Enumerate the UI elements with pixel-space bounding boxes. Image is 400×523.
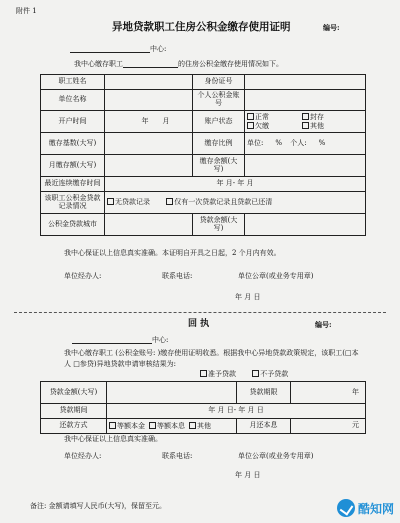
appendix-label: 附件 1 (16, 7, 37, 15)
handler-label-1: 单位经办人: (64, 272, 102, 280)
label-balance: 缴存余额(大写) (193, 155, 245, 177)
guarantee-statement-1: 我中心保证以上信息真实准确。本证明自开具之日起，2 个月内有效。 (64, 249, 281, 257)
receipt-number-label: 编号: (315, 320, 332, 329)
receipt-body: 我中心缴存职工 (公积金账号: )缴存使用证明收悉。根据我中心异地贷款政策规定，该职工(□本人 □参贷)异地贷款申请审核结果为: (64, 349, 359, 368)
cut-line (14, 312, 386, 313)
field-base[interactable] (105, 133, 193, 155)
label-unit-name: 单位名称 (41, 90, 105, 111)
field-balance[interactable] (245, 155, 366, 177)
field-loan-term[interactable]: 年 (291, 382, 366, 404)
receipt-center-line: 中心: (72, 336, 168, 344)
handler-label-2: 单位经办人: (64, 452, 102, 460)
phone-label-1: 联系电话: (162, 272, 193, 280)
status-lost-option[interactable]: 欠缴 (247, 122, 302, 131)
checkbox[interactable] (247, 122, 254, 129)
label-loan-amount: 贷款金额(大写) (41, 382, 107, 404)
seal-label-2: 单位公章(或业务专用章) (238, 452, 314, 460)
label-monthly-repay: 月还本息 (237, 419, 291, 434)
checkbox[interactable] (166, 198, 173, 205)
other-option[interactable]: 其他 (189, 422, 211, 430)
label-open-time: 开户时间 (41, 111, 105, 133)
phone-label-2: 联系电话: (162, 452, 193, 460)
status-normal-option[interactable]: 正常 (247, 113, 302, 122)
label-account-status: 账户状态 (193, 111, 245, 133)
document-title: 异地贷款职工住房公积金缴存使用证明 (112, 21, 291, 33)
deny-option[interactable]: 不予贷款 (252, 370, 288, 378)
checkbox[interactable] (302, 122, 309, 129)
checkbox[interactable] (247, 113, 254, 120)
checkbox[interactable] (302, 113, 309, 120)
receipt-title: 回 执 (188, 319, 210, 329)
field-loan-period[interactable]: 年 月 日- 年 月 日 (107, 404, 366, 419)
field-monthly[interactable] (105, 155, 193, 177)
guarantee-statement-2: 我中心保证以上信息真实准确。 (64, 435, 162, 443)
date-1: 年 月 日 (235, 293, 261, 301)
loan-record-options (105, 192, 366, 214)
label-repay-method: 还款方式 (41, 419, 107, 434)
field-unit-name[interactable] (105, 90, 193, 111)
field-recent-period[interactable]: 年 月- 年 月 (105, 177, 366, 192)
approve-option[interactable]: 准予贷款 (200, 370, 236, 378)
checkbox[interactable] (149, 422, 156, 429)
field-loan-amount[interactable] (107, 382, 237, 404)
field-name[interactable] (105, 75, 193, 90)
checkmark-logo-icon (337, 499, 355, 517)
watermark-logo (337, 499, 394, 517)
field-personal-account[interactable] (245, 90, 366, 111)
label-id-no: 身份证号 (193, 75, 245, 90)
label-loan-record: 该职工公积金贷款记录情况 (41, 192, 105, 214)
label-ratio: 缴存比例 (193, 133, 245, 155)
deposit-info-table (40, 74, 366, 236)
approval-options (200, 370, 288, 378)
checkbox[interactable] (200, 370, 207, 377)
one-loan-option[interactable]: 仅有一次贷款记录且贷款已还清 (166, 198, 272, 206)
label-loan-city: 公积金贷款城市 (41, 214, 105, 236)
document-number-label: 编号: (323, 23, 340, 32)
repay-method-options (107, 419, 237, 434)
checkbox[interactable] (107, 198, 114, 205)
equal-installment-option[interactable]: 等额本息 (149, 422, 185, 430)
account-status-options (245, 111, 366, 133)
loan-result-table (40, 381, 366, 434)
intro-statement: 我中心缴存职工 的住房公积金缴存使用情况如下。 (74, 60, 283, 68)
checkbox[interactable] (252, 370, 259, 377)
field-open-time[interactable]: 年 月 (105, 111, 193, 133)
field-loan-balance[interactable] (245, 214, 366, 236)
field-ratio[interactable]: 单位: % 个人: % (245, 133, 366, 155)
footer-note: 备注: 金额请填写人民币(大写)，保留至元。 (30, 502, 167, 510)
label-loan-period: 贷款期间 (41, 404, 107, 419)
label-name: 职工姓名 (41, 75, 105, 90)
intro-center-line: 中心: (70, 45, 166, 53)
equal-principal-option[interactable]: 等额本金 (109, 422, 145, 430)
status-sealed-option[interactable]: 封存 (302, 113, 324, 121)
checkbox[interactable] (189, 422, 196, 429)
label-monthly: 月缴存额(大写) (41, 155, 105, 177)
watermark-text: 酷知网 (357, 501, 394, 516)
field-monthly-repay[interactable]: 元 (291, 419, 366, 434)
seal-label-1: 单位公章(或业务专用章) (238, 272, 314, 280)
field-loan-city[interactable] (105, 214, 193, 236)
label-loan-term: 贷款期限 (237, 382, 291, 404)
no-loan-option[interactable]: 无贷款记录 (107, 198, 150, 206)
label-personal-account: 个人公积金账号 (193, 90, 245, 111)
label-recent-period: 最近连续缴存时间 (41, 177, 105, 192)
field-id-no[interactable] (245, 75, 366, 90)
label-loan-balance: 贷款余额(大写) (193, 214, 245, 236)
checkbox[interactable] (109, 422, 116, 429)
status-other-option[interactable]: 其他 (302, 122, 324, 130)
label-base: 缴存基数(大写) (41, 133, 105, 155)
date-2: 年 月 日 (235, 471, 261, 479)
